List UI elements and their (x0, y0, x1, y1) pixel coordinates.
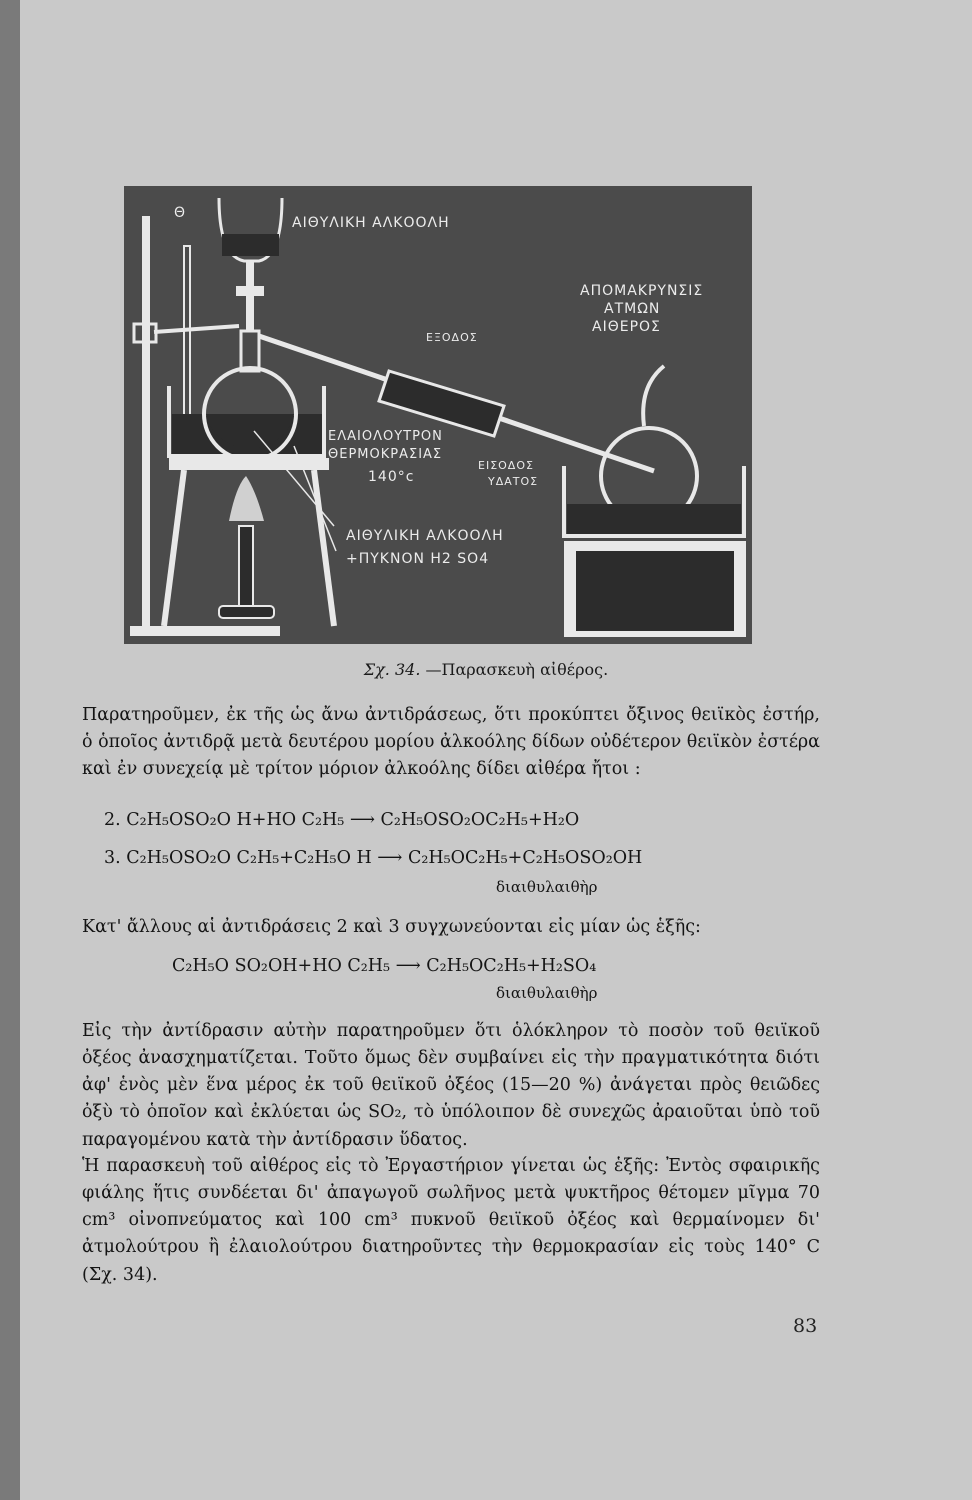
label-water-inlet-2: ΥΔΑΤΟΣ (488, 475, 539, 488)
label-exit: ΕΞΟΔΟΣ (426, 331, 478, 344)
apparatus-drawing (124, 186, 752, 644)
label-dense-h2so4: +ΠΥΚΝΟΝ H2 SO4 (346, 551, 490, 567)
equation-combined-product-name: διαιθυλαιθὴρ (496, 984, 598, 1002)
label-ether-removal-1: ΑΠΟΜΑΚΡΥΝΣΙΣ (580, 283, 704, 299)
paragraph-lab-prep: Ἡ παρασκευὴ τοῦ αἰθέρος εἰς τὸ Ἐργαστήριον γίνεται ὡς ἑξῆς: Ἐντὸς σφαιρικῆς φιάλης ἥτις συνδέεται δι' ἀπαγωγοῦ σωλῆνος μετὰ ψυκτῆρος θέτομεν μῖγμα 70 cm³ οἰνοπνεύματος καὶ 100 cm³ πυκνοῦ θειϊκοῦ ὀξέος καὶ θερμαίνομεν δι' ἀτμολούτρου ἢ ἐλαιολούτρου διατηροῦντες τὴν θερμοκρασίαν εἰς τοὺς 140° C (Σχ. 34). (82, 1156, 820, 1285)
page-edge-shadow (0, 0, 20, 1500)
label-temperature: ΘΕΡΜΟΚΡΑΣΙΑΣ (328, 447, 443, 462)
page-number: 83 (793, 1315, 818, 1337)
theta-label: Θ (174, 205, 187, 221)
label-ether-removal-3: ΑΙΘΕΡΟΣ (592, 319, 661, 335)
equation-combined: C₂H₅O SO₂OH+HO C₂H₅ ⟶ C₂H₅OC₂H₅+H₂SO₄ (172, 956, 597, 976)
caption-title: —Παρασκευὴ αἰθέρος. (425, 660, 609, 679)
paragraph-acid: Εἰς τὴν ἀντίδρασιν αὐτὴν παρατηροῦμεν ὅτι ὁλόκληρον τὸ ποσὸν τοῦ θειϊκοῦ ὀξέος ἀνασχηματίζεται. Τοῦτο ὅμως δὲν συμβαίνει εἰς τὴν πραγματικότητα διότι ἀφ' ἑνὸς μὲν ἕνα μέρος ἐκ τοῦ θειϊκοῦ ὀξέος (15—20 %) ἀνάγεται πρὸς θειῶδες ὀξὺ τὸ ὁποῖον καὶ ἐκλύεται ὡς SO₂, τὸ ὑπόλοιπον δὲ συνεχῶς ἀραιοῦται ὑπὸ τοῦ παραγομένου κατὰ τὴν ἀντίδρασιν ὕδατος. (82, 1021, 820, 1150)
equation-3: 3. C₂H₅OSO₂O C₂H₅+C₂H₅O H ⟶ C₂H₅OC₂H₅+C₂H₅OSO₂OH (104, 848, 643, 868)
label-water-inlet-1: ΕΙΣΟΔΟΣ (478, 459, 534, 472)
paragraph-intro: Παρατηροῦμεν, ἐκ τῆς ὡς ἄνω ἀντιδράσεως, ὅτι προκύπτει ὄξινος θειϊκὸς ἐστήρ, ὁ ὁποῖος ἀντιδρᾷ μετὰ δευτέρου μορίου ἀλκοόλης δίδων οὐδέτερον θειϊκὸν ἐστέρα καὶ ἐν συνεχείᾳ μὲ τρίτον μόριον ἀλκοόλης δίδει αἰθέρα ἤτοι : (82, 705, 820, 780)
label-140c: 140°c (368, 469, 415, 485)
label-ethyl-alcohol: ΑΙΘΥΛΙΚΗ ΑΛΚΟΟΛΗ (292, 215, 450, 231)
label-ether-removal-2: ΑΤΜΩΝ (604, 301, 661, 317)
label-oil-bath: ΕΛΑΙΟΛΟΥΤΡΟΝ (328, 429, 443, 444)
paragraph-combined: Κατ' ἄλλους αἱ ἀντιδράσεις 2 καὶ 3 συγχωνεύονται εἰς μίαν ὡς ἑξῆς: (82, 917, 701, 937)
apparatus-figure (124, 186, 752, 644)
caption-number: Σχ. 34. (363, 660, 421, 679)
figure-caption (0, 660, 972, 679)
equation-2: 2. C₂H₅OSO₂O H+HO C₂H₅ ⟶ C₂H₅OSO₂OC₂H₅+H₂O (104, 810, 580, 830)
equation-3-product-name: διαιθυλαιθὴρ (496, 878, 598, 896)
label-ethyl-alcohol-2: ΑΙΘΥΛΙΚΗ ΑΛΚΟΟΛΗ (346, 528, 504, 544)
